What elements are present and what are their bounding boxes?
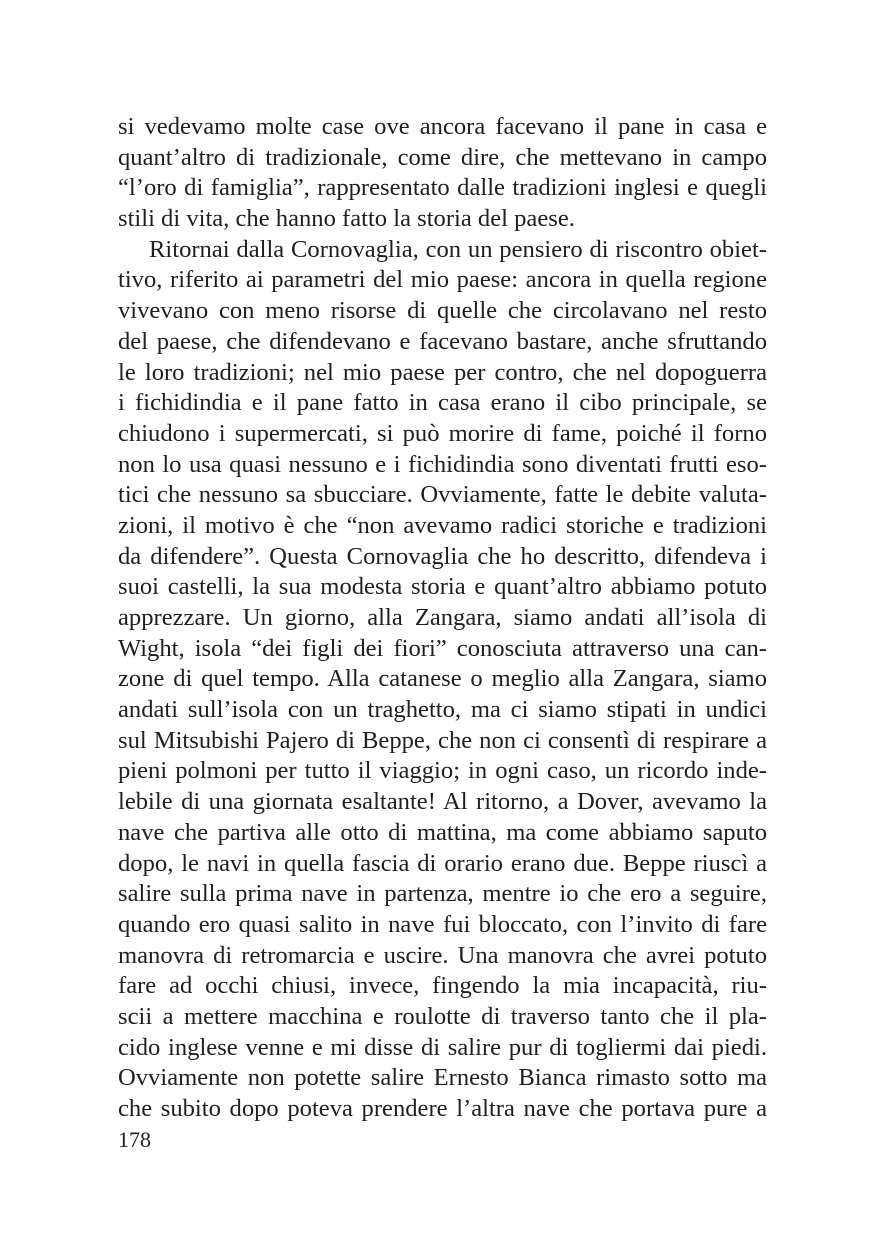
text-line: vivevano con meno risorse di quelle che circolavano nel resto (118, 297, 767, 325)
text-line: andati sull’isola con un traghetto, ma ci siamo stipati in undici (118, 696, 767, 724)
text-line: Wight, isola “dei figli dei fiori” conosciuta attraverso una can- (118, 634, 767, 662)
text-line: Ritornai dalla Cornovaglia, con un pensiero di riscontro obiet- (149, 235, 767, 263)
text-line: quant’altro di tradizionale, come dire, che mettevano in campo (118, 143, 767, 171)
text-line: le loro tradizioni; nel mio paese per contro, che nel dopoguerra (118, 358, 767, 386)
text-line: si vedevamo molte case ove ancora facevano il pane in casa e (118, 113, 767, 140)
text-line: fare ad occhi chiusi, invece, fingendo la mia incapacità, riu- (118, 972, 767, 1000)
text-line: chiudono i supermercati, si può morire di fame, poiché il forno (118, 419, 767, 447)
text-line: dopo, le navi in quella fascia di orario erano due. Beppe riuscì a (118, 849, 767, 877)
text-line: i fichidindia e il pane fatto in casa erano il cibo principale, se (118, 389, 767, 417)
text-line: lebile di una giornata esaltante! Al ritorno, a Dover, avevamo la (118, 788, 767, 816)
text-line: che subito dopo poteva prendere l’altra nave che portava pure a (118, 1095, 767, 1122)
text-line: salire sulla prima nave in partenza, mentre io che ero a seguire, (118, 880, 767, 908)
text-line: nave che partiva alle otto di mattina, ma come abbiamo saputo (118, 818, 767, 846)
text-line: cido inglese venne e mi disse di salire pur di togliermi dai piedi. (118, 1033, 767, 1061)
text-line: sul Mitsubishi Pajero di Beppe, che non ci consentì di respirare a (118, 726, 767, 754)
text-line: apprezzare. Un giorno, alla Zangara, siamo andati all’isola di (118, 604, 767, 631)
text-line: scii a mettere macchina e roulotte di traverso tanto che il pla- (118, 1002, 767, 1030)
text-line: tivo, riferito ai parametri del mio paese: ancora in quella regione (118, 266, 767, 294)
text-line: non lo usa quasi nessuno e i fichidindia sono diventati frutti eso- (118, 450, 767, 478)
text-line: tici che nessuno sa sbucciare. Ovviamente, fatte le debite valuta- (118, 481, 767, 509)
text-line: suoi castelli, la sua modesta storia e quant’altro abbiamo potuto (118, 573, 767, 601)
body-text (118, 112, 767, 1125)
text-line: zone di quel tempo. Alla catanese o meglio alla Zangara, siamo (118, 665, 767, 693)
text-line: stili di vita, che hanno fatto la storia del paese. (118, 205, 575, 233)
text-line: quando ero quasi salito in nave fui bloccato, con l’invito di fare (118, 910, 767, 938)
page-number: 178 (118, 1127, 151, 1152)
text-line: pieni polmoni per tutto il viaggio; in ogni caso, un ricordo inde- (118, 757, 767, 785)
text-line: da difendere”. Questa Cornovaglia che ho descritto, difendeva i (118, 542, 767, 570)
text-line: zioni, il motivo è che “non avevamo radici storiche e tradizioni (118, 511, 767, 539)
text-line: “l’oro di famiglia”, rappresentato dalle tradizioni inglesi e quegli (118, 174, 767, 202)
text-line: del paese, che difendevano e facevano bastare, anche sfruttando (118, 327, 767, 355)
text-line: manovra di retromarcia e uscire. Una manovra che avrei potuto (118, 941, 767, 969)
text-line: Ovviamente non potette salire Ernesto Bianca rimasto sotto ma (118, 1064, 767, 1092)
